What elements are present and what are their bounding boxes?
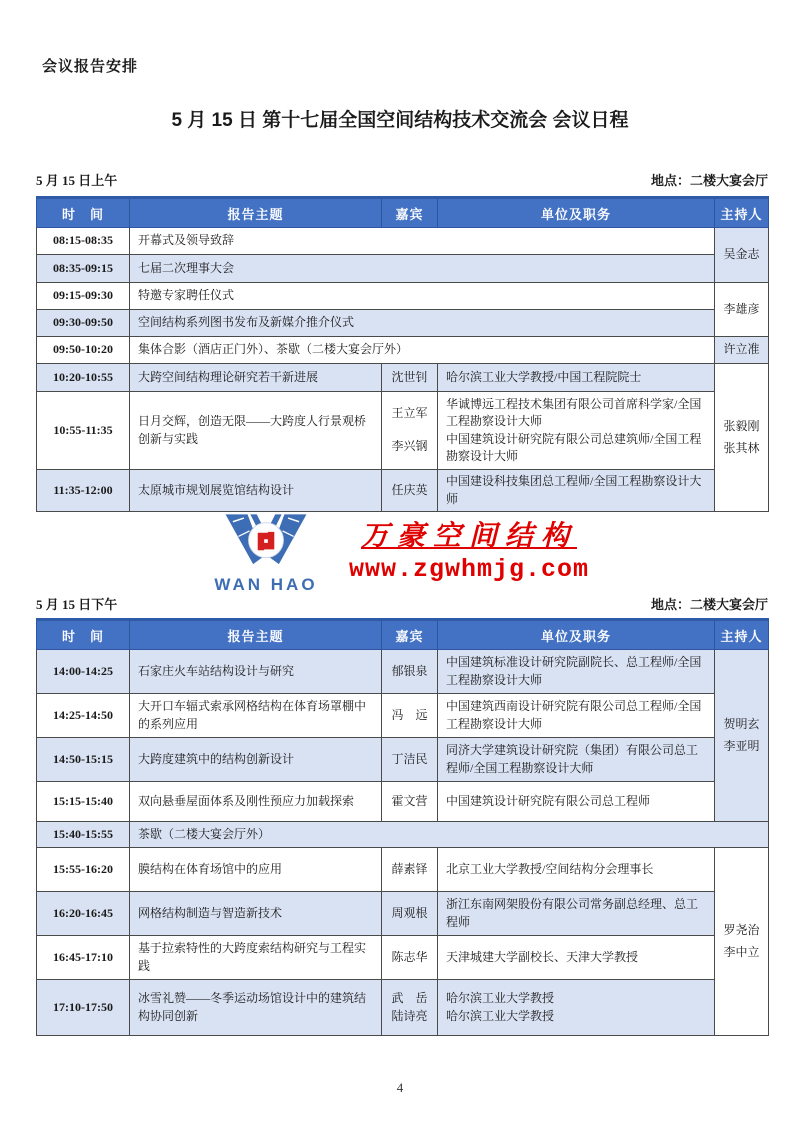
brand-text-block <box>349 522 589 585</box>
topic-cell: 空间结构系列图书发布及新媒介推介仪式 <box>130 310 715 337</box>
topic-cell: 太原城市规划展览馆结构设计 <box>130 470 382 512</box>
topic-cell: 茶歇（二楼大宴会厅外） <box>130 822 769 848</box>
time-cell: 14:00-14:25 <box>37 650 130 694</box>
table-row <box>37 310 769 337</box>
brand-website: www.zgwhmjg.com <box>348 555 590 585</box>
moderator-cell <box>715 650 769 822</box>
afternoon-schedule-table <box>36 618 769 1036</box>
time-cell: 15:40-15:55 <box>37 822 130 848</box>
time-cell: 16:45-17:10 <box>37 936 130 980</box>
unit-cell: 天津城建大学副校长、天津大学教授 <box>438 936 715 980</box>
guest-cell: 霍文营 <box>382 782 438 822</box>
col-header-unit: 单位及职务 <box>438 198 715 228</box>
unit-cell <box>438 980 715 1036</box>
unit-text: 华诚博远工程技术集团有限公司首席科学家/全国工程勘察设计大师 <box>446 396 702 429</box>
afternoon-location-label: 地点：二楼大宴会厅 <box>650 597 768 612</box>
guest-cell <box>382 392 438 470</box>
table-row <box>37 228 769 255</box>
unit-cell: 中国建筑设计研究院有限公司总工程师 <box>438 782 715 822</box>
brand-band <box>0 512 800 594</box>
time-cell: 17:10-17:50 <box>37 980 130 1036</box>
moderator-name: 张毅刚 <box>723 418 760 433</box>
time-cell: 14:25-14:50 <box>37 694 130 738</box>
topic-cell: 开幕式及领导致辞 <box>130 228 715 255</box>
table-row <box>37 392 769 470</box>
doc-section-label: 会议报告安排 <box>42 58 139 75</box>
time-cell: 16:20-16:45 <box>37 892 130 936</box>
table-row <box>37 738 769 782</box>
page-number: 4 <box>396 1080 404 1095</box>
col-header-time: 时 间 <box>37 620 130 650</box>
time-cell: 09:15-09:30 <box>37 283 130 310</box>
time-cell: 09:30-09:50 <box>37 310 130 337</box>
table-row <box>37 782 769 822</box>
unit-cell: 中国建设科技集团总工程师/全国工程勘察设计大师 <box>438 470 715 512</box>
table-row <box>37 822 769 848</box>
unit-cell: 北京工业大学教授/空间结构分会理事长 <box>438 848 715 892</box>
moderator-cell: 许立准 <box>715 337 769 364</box>
moderator-cell: 吴金志 <box>715 228 769 283</box>
guest-cell: 郁银泉 <box>382 650 438 694</box>
table-row <box>37 337 769 364</box>
table-row <box>37 892 769 936</box>
unit-cell: 中国建筑标准设计研究院副院长、总工程师/全国工程勘察设计大师 <box>438 650 715 694</box>
guest-cell: 陈志华 <box>382 936 438 980</box>
time-cell: 15:15-15:40 <box>37 782 130 822</box>
wanhao-logo-icon <box>220 512 312 572</box>
topic-cell: 七届二次理事大会 <box>130 255 715 283</box>
unit-cell: 哈尔滨工业大学教授/中国工程院院士 <box>438 364 715 392</box>
unit-cell <box>438 392 715 470</box>
page-title: 5 月 15 日 第十七届全国空间结构技术交流会 会议日程 <box>171 110 629 131</box>
guest-name: 武 岳 <box>391 991 428 1006</box>
topic-cell: 大跨空间结构理论研究若干新进展 <box>130 364 382 392</box>
moderator-name: 李亚明 <box>723 738 760 753</box>
col-header-time: 时 间 <box>37 198 130 228</box>
wanhao-logo <box>211 512 321 595</box>
afternoon-section-label: 5 月 15 日下午 <box>36 597 118 612</box>
col-header-guest: 嘉宾 <box>382 198 438 228</box>
col-header-moderator: 主持人 <box>715 620 769 650</box>
time-cell: 10:20-10:55 <box>37 364 130 392</box>
table-row <box>37 364 769 392</box>
guest-cell: 薛素铎 <box>382 848 438 892</box>
topic-cell: 集体合影（酒店正门外）、茶歇（二楼大宴会厅外） <box>130 337 715 364</box>
time-cell: 09:50-10:20 <box>37 337 130 364</box>
morning-section-label: 5 月 15 日上午 <box>36 173 118 188</box>
col-header-unit: 单位及职务 <box>438 620 715 650</box>
table-row <box>37 470 769 512</box>
guest-cell: 任庆英 <box>382 470 438 512</box>
wanhao-logo-text: WAN HAO <box>214 574 318 594</box>
guest-cell: 沈世钊 <box>382 364 438 392</box>
topic-cell: 石家庄火车站结构设计与研究 <box>130 650 382 694</box>
brand-name-cn: 万豪空间结构 <box>360 520 577 552</box>
table-row <box>37 980 769 1036</box>
afternoon-section-bar <box>36 594 768 613</box>
table-row <box>37 848 769 892</box>
morning-section-bar <box>36 170 768 189</box>
topic-cell: 膜结构在体育场馆中的应用 <box>130 848 382 892</box>
moderator-name: 罗尧治 <box>723 922 760 937</box>
guest-cell: 周观根 <box>382 892 438 936</box>
unit-text: 中国建筑设计研究院有限公司总建筑师/全国工程勘察设计大师 <box>446 431 702 463</box>
time-cell: 15:55-16:20 <box>37 848 130 892</box>
topic-cell: 冰雪礼赞——冬季运动场馆设计中的建筑结构协同创新 <box>130 980 382 1036</box>
unit-text: 哈尔滨工业大学教授 <box>446 991 555 1006</box>
moderator-cell <box>715 848 769 1036</box>
table-row <box>37 283 769 310</box>
moderator-name: 李中立 <box>723 944 760 959</box>
topic-cell: 日月交辉，创造无限——大跨度人行景观桥创新与实践 <box>130 392 382 470</box>
morning-location-label: 地点：二楼大宴会厅 <box>650 173 768 188</box>
time-cell: 08:35-09:15 <box>37 255 130 283</box>
time-cell: 10:55-11:35 <box>37 392 130 470</box>
col-header-topic: 报告主题 <box>130 620 382 650</box>
moderator-name: 张其林 <box>723 440 760 455</box>
col-header-guest: 嘉宾 <box>382 620 438 650</box>
unit-cell: 浙江东南网架股份有限公司常务副总经理、总工程师 <box>438 892 715 936</box>
table-row <box>37 936 769 980</box>
moderator-name: 贺明玄 <box>723 716 760 731</box>
table-row <box>37 255 769 283</box>
topic-cell: 双向悬垂屋面体系及刚性预应力加载探索 <box>130 782 382 822</box>
table-row <box>37 694 769 738</box>
topic-cell: 基于拉索特性的大跨度索结构研究与工程实践 <box>130 936 382 980</box>
time-cell: 11:35-12:00 <box>37 470 130 512</box>
topic-cell: 网格结构制造与智造新技术 <box>130 892 382 936</box>
guest-name: 王立军 <box>391 406 428 421</box>
guest-cell <box>382 980 438 1036</box>
guest-cell: 丁洁民 <box>382 738 438 782</box>
col-header-topic: 报告主题 <box>130 198 382 228</box>
guest-cell: 冯 远 <box>382 694 438 738</box>
moderator-cell: 李雄彦 <box>715 283 769 337</box>
topic-cell: 大开口车辐式索承网格结构在体育场罩棚中的系列应用 <box>130 694 382 738</box>
moderator-cell <box>715 364 769 512</box>
table-row <box>37 650 769 694</box>
time-cell: 14:50-15:15 <box>37 738 130 782</box>
time-cell: 08:15-08:35 <box>37 228 130 255</box>
unit-cell: 中国建筑西南设计研究院有限公司总工程师/全国工程勘察设计大师 <box>438 694 715 738</box>
topic-cell: 大跨度建筑中的结构创新设计 <box>130 738 382 782</box>
unit-cell: 同济大学建筑设计研究院（集团）有限公司总工程师/全国工程勘察设计大师 <box>438 738 715 782</box>
guest-name: 陆诗亮 <box>391 1008 428 1023</box>
col-header-moderator: 主持人 <box>715 198 769 228</box>
topic-cell: 特邀专家聘任仪式 <box>130 283 715 310</box>
table-header-row <box>37 620 769 650</box>
table-header-row <box>37 198 769 228</box>
guest-name: 李兴钢 <box>391 439 428 454</box>
unit-text: 哈尔滨工业大学教授 <box>446 1008 555 1023</box>
morning-schedule-table <box>36 196 769 512</box>
